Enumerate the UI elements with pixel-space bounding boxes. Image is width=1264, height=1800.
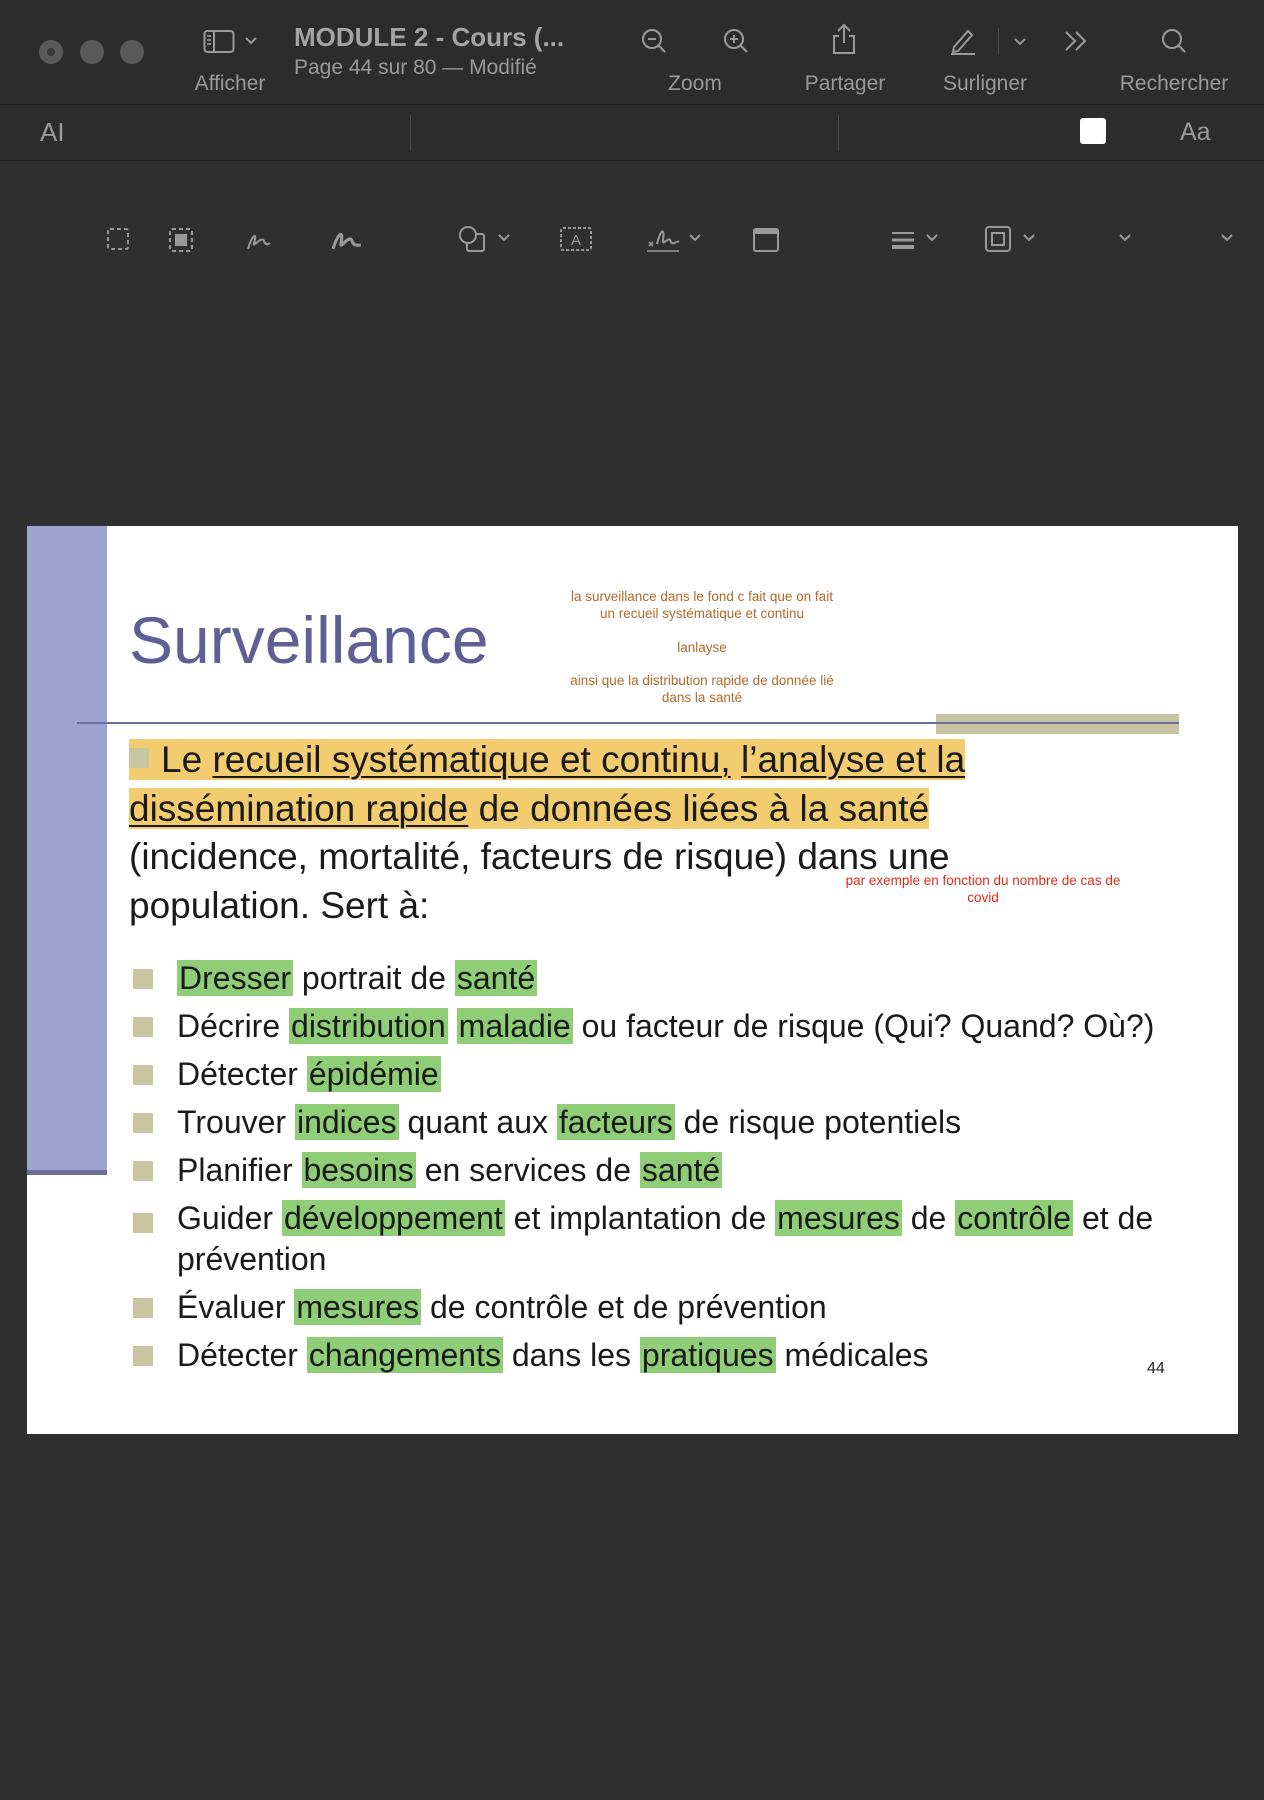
bullet-square [133, 1017, 153, 1037]
fill-color-icon[interactable] [1080, 118, 1106, 144]
bullet-square [133, 1213, 153, 1233]
zoom-label: Zoom [668, 72, 722, 95]
document-subtitle: Page 44 sur 80 — Modifié [294, 56, 537, 79]
bullet-square [133, 1113, 153, 1133]
zoom-out-icon[interactable] [640, 27, 668, 55]
rect-selection-icon[interactable] [106, 227, 130, 251]
list-item: Décrire distribution maladie ou facteur de risque (Qui? Quand? Où?) [133, 1002, 1223, 1050]
shapes-icon[interactable] [457, 224, 489, 254]
chevron-down-icon[interactable] [1220, 233, 1234, 243]
line-style-icon[interactable] [890, 229, 916, 251]
search-label: Rechercher [1119, 72, 1229, 95]
chevron-down-icon[interactable] [925, 233, 939, 243]
window-toolbar [0, 0, 1264, 105]
title-divider [77, 722, 1179, 724]
text-box-icon[interactable] [559, 226, 593, 252]
sidebar-icon [203, 29, 235, 55]
list-item: Dresser portrait de santé [133, 954, 1223, 1002]
slide-left-band-line [27, 1170, 107, 1175]
markup-toolbar [0, 105, 1264, 249]
list-item: Trouver indices quant aux facteurs de risque potentiels [133, 1098, 1223, 1146]
highlight-label: Surligner [942, 72, 1028, 95]
bullet-square [133, 1065, 153, 1085]
more-icon[interactable] [1062, 29, 1090, 53]
list-item: Détecter épidémie [133, 1050, 1223, 1098]
bullet-square [133, 1346, 153, 1366]
title-accent-bar [936, 714, 1179, 734]
bullet-square [133, 1161, 153, 1181]
slide-left-band [27, 526, 107, 1174]
close-window-button[interactable] [39, 40, 63, 64]
sketch-icon[interactable] [244, 225, 274, 255]
pdf-page[interactable] [27, 526, 1238, 1434]
annotation-note-1[interactable]: la surveillance dans le fond c fait que on fait un recueil systématique et continu [571, 589, 833, 621]
font-button[interactable] [1180, 118, 1211, 147]
chevron-down-icon[interactable] [497, 233, 511, 243]
svg-text:A: A [570, 232, 582, 249]
slide-title: Surveillance [129, 603, 489, 677]
bullet-square [133, 1298, 153, 1318]
minimize-window-button[interactable] [80, 40, 104, 64]
page-number: 44 [1147, 1360, 1165, 1377]
list-item: Guider développement et implantation de mesures de contrôle et de prévention [133, 1194, 1223, 1283]
text-selection-icon: A [40, 117, 58, 147]
page-layout-icon[interactable] [752, 227, 780, 253]
border-color-icon[interactable] [984, 225, 1012, 253]
pen-icon [948, 25, 978, 55]
chevron-down-icon[interactable] [1013, 37, 1027, 47]
share-icon [830, 22, 858, 56]
zoom-in-icon[interactable] [722, 27, 750, 55]
view-label: Afficher [194, 72, 266, 95]
list-item: Planifier besoins en services de santé [133, 1146, 1223, 1194]
chevron-down-icon[interactable] [688, 233, 702, 243]
zoom-window-button[interactable] [120, 40, 144, 64]
chevron-down-icon [244, 36, 258, 46]
document-title: MODULE 2 - Cours (... [294, 22, 565, 52]
list-item: Détecter changements dans les pratiques médicales [133, 1331, 1223, 1379]
draw-icon[interactable] [330, 225, 364, 255]
smart-lasso-icon[interactable] [168, 227, 194, 253]
share-label: Partager [804, 72, 886, 95]
bullet-square [129, 748, 149, 768]
chevron-down-icon[interactable] [1022, 233, 1036, 243]
annotation-note-4[interactable]: par exemple en fonction du nombre de cas de covid [845, 873, 1121, 905]
sign-icon[interactable] [643, 224, 683, 256]
bullet-square [133, 969, 153, 989]
annotation-note-3[interactable]: ainsi que la distribution rapide de donnée lié dans la santé [570, 673, 834, 705]
search-icon [1160, 27, 1188, 55]
font-icon: Aa [1180, 118, 1211, 146]
highlighted-definition[interactable]: Le recueil systématique et continu, l’analyse et la dissémination rapide de données liées à la santé [129, 739, 966, 829]
list-item: Évaluer mesures de contrôle et de prévention [133, 1283, 1223, 1331]
chevron-down-icon[interactable] [1118, 233, 1132, 243]
annotation-note-2[interactable]: lanlayse [677, 640, 727, 655]
definition-rest: (incidence, mortalité, facteurs de risque) dans une population. Sert à: [129, 836, 950, 926]
text-selection-tool[interactable]: AI [40, 117, 65, 147]
bullet-list [133, 954, 1223, 1379]
